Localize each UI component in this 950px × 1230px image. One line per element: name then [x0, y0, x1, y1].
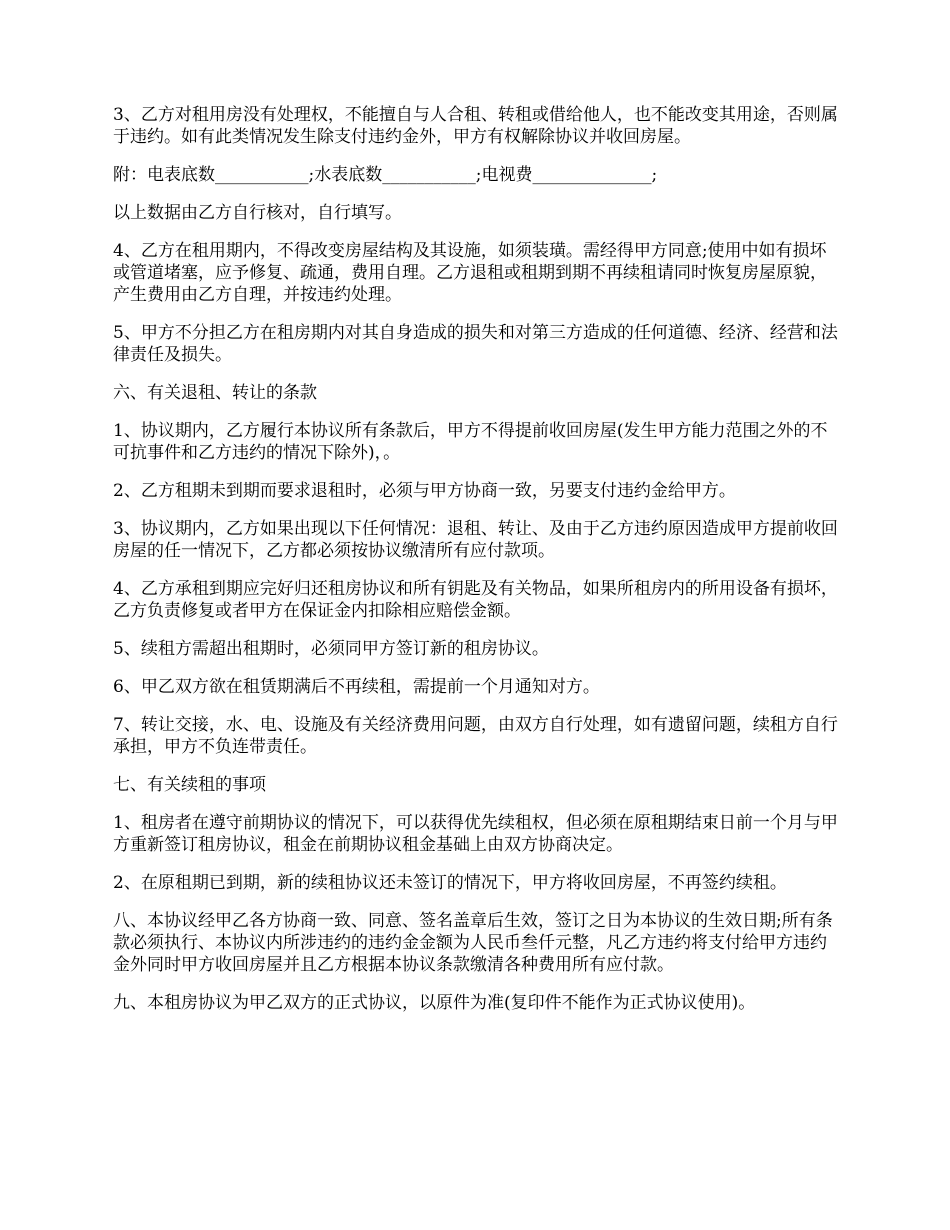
section-7-clause-1: 1、租房者在遵守前期协议的情况下，可以获得优先续租权，但必须在原租期结束日前一个月与甲方重新签订租房协议，租金在前期协议租金基础上由双方协商决定。: [113, 813, 838, 855]
meter-readings-line: 附：电表底数___________;水表底数___________;电视费______________;: [113, 165, 658, 185]
section-6-clause-2: 2、乙方租期未到期而要求退租时，必须与甲方协商一致，另要支付违约金给甲方。: [113, 481, 736, 501]
section-6-clause-4: 4、乙方承租到期应完好归还租房协议和所有钥匙及有关物品，如果所租房内的所用设备有损坏，乙方负责修复或者甲方在保证金内扣除相应赔偿金额。: [113, 579, 838, 621]
section-7-clause-2: 2、在原租期已到期，新的续租协议还未签订的情况下，甲方将收回房屋，不再签约续租。: [113, 873, 787, 893]
clause-4-structure: 4、乙方在租用期内，不得改变房屋结构及其设施，如须装璜。需经得甲方同意;使用中如有损坏或管道堵塞，应予修复、疏通，费用自理。乙方退租或租期到期不再续租请同时恢复房屋原貌，产生费用由乙方自理，并按违约处理。: [113, 241, 827, 305]
section-6-clause-3: 3、协议期内，乙方如果出现以下任何情况：退租、转让、及由于乙方违约原因造成甲方提前收回房屋的任一情况下，乙方都必须按协议缴清所有应付款项。: [113, 519, 838, 561]
section-7-heading: 七、有关续租的事项: [113, 775, 266, 795]
section-6-clause-6: 6、甲乙双方欲在租赁期满后不再续租，需提前一个月通知对方。: [113, 677, 600, 697]
section-6-clause-7: 7、转让交接，水、电、设施及有关经济费用问题，由双方自行处理，如有遗留问题，续租方自行承担，甲方不负连带责任。: [113, 715, 838, 757]
section-6-clause-1: 1、协议期内，乙方履行本协议所有条款后，甲方不得提前收回房屋(发生甲方能力范围之外的不可抗事件和乙方违约的情况下除外)，。: [113, 421, 828, 463]
clause-3-subletting: 3、乙方对租用房没有处理权，不能擅自与人合租、转租或借给他人，也不能改变其用途，否则属于违约。如有此类情况发生除支付违约金外，甲方有权解除协议并收回房屋。: [113, 105, 838, 147]
document-body: [113, 104, 843, 1030]
clause-5-liability: 5、甲方不分担乙方在租房期内对其自身造成的损失和对第三方造成的任何道德、经济、经营和法律责任及损失。: [113, 323, 838, 365]
section-8-effectiveness: 八、本协议经甲乙各方协商一致、同意、签名盖章后生效，签订之日为本协议的生效日期;所有条款必须执行、本协议内所涉违约的违约金金额为人民币叁仟元整，凡乙方违约将支付给甲方违约金外同时甲方收回房屋并且乙方根据本协议条款缴清各种费用所有应付款。: [113, 911, 833, 975]
section-6-clause-5: 5、续租方需超出租期时，必须同甲方签订新的租房协议。: [113, 639, 549, 659]
section-9-original-copy: 九、本租房协议为甲乙双方的正式协议，以原件为准(复印件不能作为正式协议使用)。: [113, 993, 756, 1013]
meter-readings-note: 以上数据由乙方自行核对，自行填写。: [113, 203, 402, 223]
section-6-heading: 六、有关退租、转让的条款: [113, 383, 317, 403]
